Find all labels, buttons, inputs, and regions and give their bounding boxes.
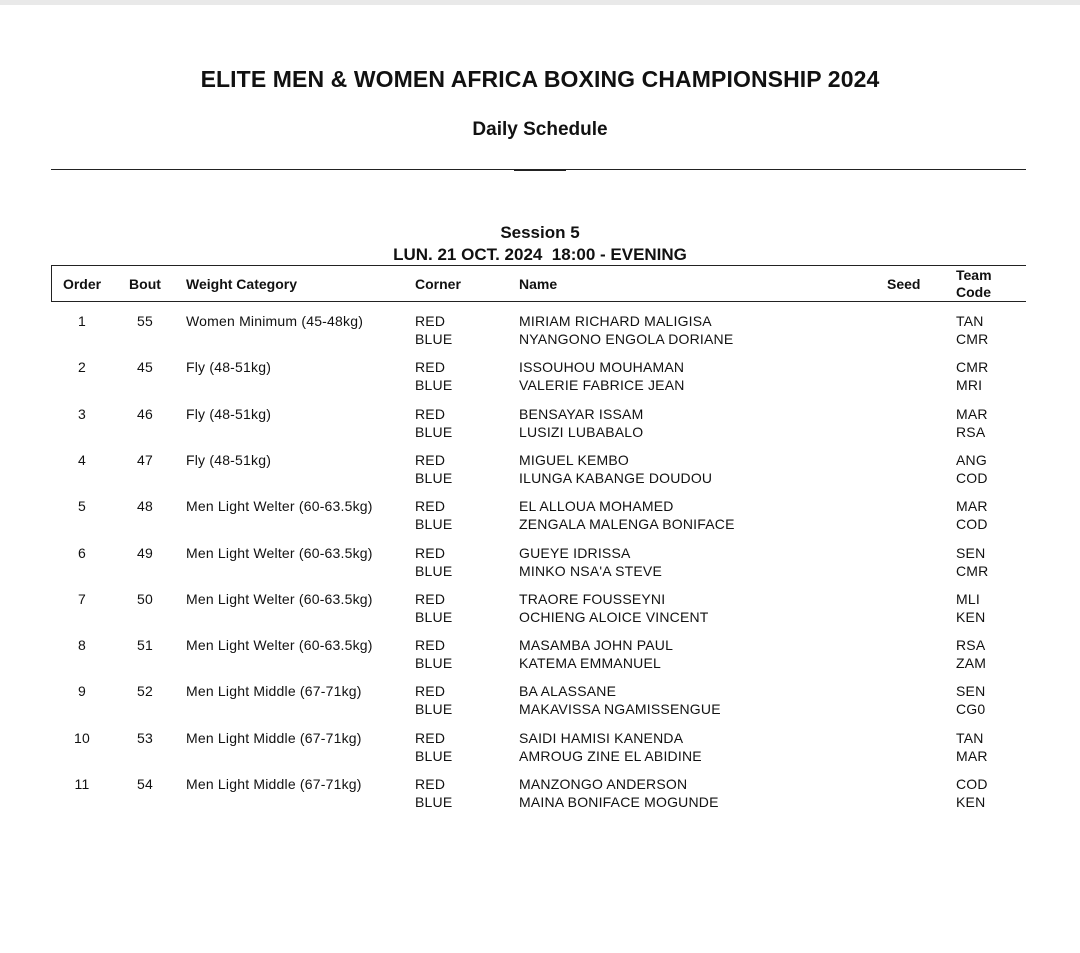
red-team-code: ANG xyxy=(956,451,987,468)
bout-number: 51 xyxy=(137,637,153,654)
bout-order: 5 xyxy=(78,498,86,515)
red-boxer-name: MANZONGO ANDERSON xyxy=(519,776,688,792)
blue-team-code: KEN xyxy=(956,608,986,625)
blue-boxer-name: VALERIE FABRICE JEAN xyxy=(519,377,685,394)
weight-category: Men Light Welter (60-63.5kg) xyxy=(186,590,373,607)
blue-boxer-name: MINKO NSA'A STEVE xyxy=(519,562,662,579)
bout-order: 11 xyxy=(74,776,90,792)
column-header-seed: Seed xyxy=(887,276,921,292)
weight-category: Women Minimum (45-48kg) xyxy=(186,313,364,329)
bout-order: 4 xyxy=(78,451,86,468)
weight-category: Fly (48-51kg) xyxy=(186,405,272,422)
blue-boxer-name: ILUNGA KABANGE DOUDOU xyxy=(519,469,713,486)
blue-corner-label: BLUE xyxy=(415,562,453,579)
blue-team-code: COD xyxy=(956,516,988,533)
bout-order: 3 xyxy=(78,405,86,422)
blue-corner-label: BLUE xyxy=(415,747,453,764)
red-corner-label: RED xyxy=(415,637,446,654)
weight-category: Men Light Middle (67-71kg) xyxy=(186,776,362,792)
red-team-code: MAR xyxy=(956,405,988,422)
red-team-code: COD xyxy=(956,776,988,792)
red-team-code: MAR xyxy=(956,498,988,515)
bout-number: 55 xyxy=(137,313,153,329)
table-row xyxy=(0,636,1080,672)
table-row xyxy=(0,312,1080,348)
red-boxer-name: MIRIAM RICHARD MALIGISA xyxy=(519,313,712,329)
document-title: ELITE MEN & WOMEN AFRICA BOXING CHAMPIONSHIP 2024 xyxy=(200,66,880,92)
blue-team-code: KEN xyxy=(956,794,986,810)
blue-corner-label: BLUE xyxy=(415,423,453,440)
red-corner-label: RED xyxy=(415,405,446,422)
blue-team-code: CMR xyxy=(956,562,989,579)
bout-number: 52 xyxy=(137,683,153,700)
red-team-code: SEN xyxy=(956,683,986,700)
column-header-name: Name xyxy=(519,276,558,292)
bout-order: 1 xyxy=(78,313,86,329)
bout-number: 47 xyxy=(137,451,153,468)
red-team-code: MLI xyxy=(956,590,980,607)
blue-team-code: MRI xyxy=(956,377,983,394)
red-team-code: SEN xyxy=(956,544,986,561)
blue-corner-label: BLUE xyxy=(415,608,453,625)
bout-number: 53 xyxy=(137,729,153,746)
table-row xyxy=(0,729,1080,765)
red-boxer-name: BENSAYAR ISSAM xyxy=(519,405,644,422)
weight-category: Men Light Welter (60-63.5kg) xyxy=(186,637,373,654)
red-corner-label: RED xyxy=(415,683,446,700)
blue-boxer-name: KATEMA EMMANUEL xyxy=(519,655,661,672)
red-corner-label: RED xyxy=(415,729,446,746)
red-boxer-name: TRAORE FOUSSEYNI xyxy=(519,590,666,607)
red-boxer-name: MIGUEL KEMBO xyxy=(519,451,630,468)
column-header-team-code-line1: Team xyxy=(956,267,992,283)
bout-number: 49 xyxy=(137,544,153,561)
bout-order: 2 xyxy=(78,359,86,376)
red-team-code: RSA xyxy=(956,637,986,654)
red-boxer-name: SAIDI HAMISI KANENDA xyxy=(519,729,684,746)
blue-boxer-name: MAKAVISSA NGAMISSENGUE xyxy=(519,701,721,718)
red-boxer-name: ISSOUHOU MOUHAMAN xyxy=(519,359,685,376)
column-header-weight-category: Weight Category xyxy=(186,276,297,292)
blue-boxer-name: LUSIZI LUBABALO xyxy=(519,423,644,440)
bout-order: 8 xyxy=(78,637,86,654)
blue-boxer-name: NYANGONO ENGOLA DORIANE xyxy=(519,331,734,347)
blue-team-code: RSA xyxy=(956,423,986,440)
top-strip xyxy=(0,0,1080,5)
blue-boxer-name: ZENGALA MALENGA BONIFACE xyxy=(519,516,735,533)
bout-order: 7 xyxy=(78,590,86,607)
blue-corner-label: BLUE xyxy=(415,701,453,718)
table-row xyxy=(0,451,1080,487)
table-row xyxy=(0,682,1080,718)
column-header-corner: Corner xyxy=(415,276,461,292)
red-corner-label: RED xyxy=(415,451,446,468)
bout-order: 9 xyxy=(78,683,86,700)
weight-category: Fly (48-51kg) xyxy=(186,451,272,468)
blue-boxer-name: AMROUG ZINE EL ABIDINE xyxy=(519,747,702,764)
header-divider-mark xyxy=(514,169,566,171)
blue-boxer-name: OCHIENG ALOICE VINCENT xyxy=(519,608,709,625)
blue-corner-label: BLUE xyxy=(415,516,453,533)
table-row xyxy=(0,544,1080,580)
red-boxer-name: EL ALLOUA MOHAMED xyxy=(519,498,674,515)
weight-category: Men Light Middle (67-71kg) xyxy=(186,729,362,746)
red-team-code: CMR xyxy=(956,359,989,376)
bout-number: 46 xyxy=(137,405,153,422)
red-boxer-name: GUEYE IDRISSA xyxy=(519,544,631,561)
bout-number: 54 xyxy=(137,776,153,792)
blue-corner-label: BLUE xyxy=(415,377,453,394)
table-row xyxy=(0,590,1080,626)
blue-corner-label: BLUE xyxy=(415,794,453,810)
red-team-code: TAN xyxy=(956,729,984,746)
bout-number: 48 xyxy=(137,498,153,515)
document-subtitle: Daily Schedule xyxy=(472,119,608,140)
blue-corner-label: BLUE xyxy=(415,655,453,672)
blue-corner-label: BLUE xyxy=(415,469,453,486)
red-team-code: TAN xyxy=(956,313,984,329)
blue-team-code: ZAM xyxy=(956,655,987,672)
blue-team-code: CMR xyxy=(956,331,989,347)
weight-category: Men Light Middle (67-71kg) xyxy=(186,683,362,700)
bout-order: 6 xyxy=(78,544,86,561)
blue-corner-label: BLUE xyxy=(415,331,453,347)
column-header-order: Order xyxy=(62,276,102,292)
weight-category: Fly (48-51kg) xyxy=(186,359,272,376)
session-date: LUN. 21 OCT. 2024 18:00 - EVENING xyxy=(393,245,687,264)
table-row xyxy=(0,497,1080,533)
table-row xyxy=(0,358,1080,394)
weight-category: Men Light Welter (60-63.5kg) xyxy=(186,544,373,561)
red-corner-label: RED xyxy=(415,776,446,792)
bout-order: 10 xyxy=(74,729,90,746)
red-boxer-name: BA ALASSANE xyxy=(519,683,617,700)
blue-boxer-name: MAINA BONIFACE MOGUNDE xyxy=(519,794,719,810)
red-boxer-name: MASAMBA JOHN PAUL xyxy=(519,637,674,654)
red-corner-label: RED xyxy=(415,498,446,515)
red-corner-label: RED xyxy=(415,313,446,329)
session-title: Session 5 xyxy=(500,223,580,242)
blue-team-code: CG0 xyxy=(956,701,986,718)
red-corner-label: RED xyxy=(415,590,446,607)
bout-number: 45 xyxy=(137,359,153,376)
bout-number: 50 xyxy=(137,590,153,607)
weight-category: Men Light Welter (60-63.5kg) xyxy=(186,498,373,515)
column-header-team-code-line2: Code xyxy=(956,284,991,300)
blue-team-code: COD xyxy=(956,469,988,486)
table-row xyxy=(0,405,1080,441)
red-corner-label: RED xyxy=(415,544,446,561)
table-row xyxy=(0,775,1080,811)
column-header-bout: Bout xyxy=(129,276,161,292)
red-corner-label: RED xyxy=(415,359,446,376)
blue-team-code: MAR xyxy=(956,747,988,764)
